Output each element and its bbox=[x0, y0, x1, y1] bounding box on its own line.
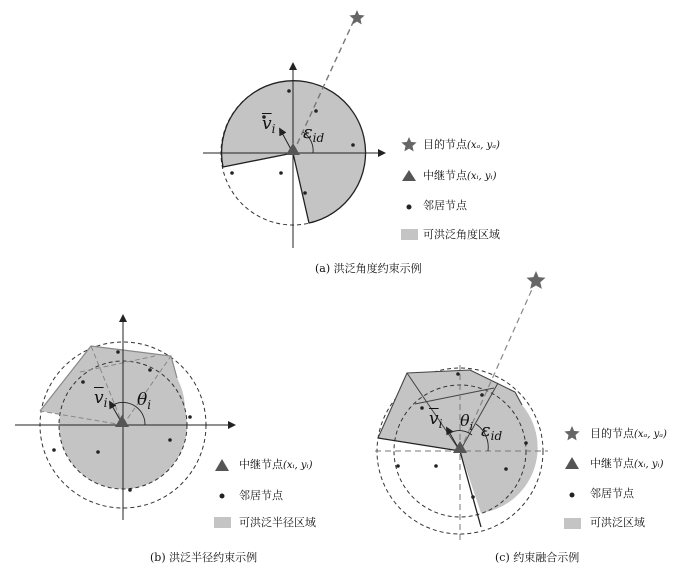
neighbor-node bbox=[188, 415, 192, 419]
legend-area-icon bbox=[214, 517, 231, 528]
neighbor-node bbox=[314, 109, 318, 113]
legend-triangle-icon bbox=[402, 170, 416, 181]
neighbor-node bbox=[230, 171, 234, 175]
neighbor-node bbox=[456, 372, 460, 376]
legend-c-symbols bbox=[564, 426, 581, 529]
diagram-b bbox=[15, 318, 232, 520]
theta-label-b: $\theta_i$ bbox=[137, 390, 152, 412]
neighbor-node bbox=[128, 488, 132, 492]
neighbor-node bbox=[81, 380, 85, 384]
legend-a-neighbor: 邻居节点 bbox=[423, 199, 467, 212]
target-star-c bbox=[527, 271, 546, 289]
neighbor-node bbox=[287, 89, 291, 93]
neighbor-node bbox=[116, 350, 120, 354]
caption-c: (c) 约束融合示例 bbox=[495, 551, 580, 564]
legend-b-symbols bbox=[214, 459, 231, 528]
legend-star-icon bbox=[401, 137, 416, 151]
legend-area-icon bbox=[401, 229, 418, 240]
neighbor-node bbox=[351, 143, 355, 147]
neighbor-node bbox=[471, 495, 475, 499]
neighbor-node bbox=[96, 450, 100, 454]
legend-dot-icon bbox=[407, 205, 412, 210]
theta-label-c: $\theta_i$ bbox=[460, 411, 474, 433]
legend-star-icon bbox=[564, 426, 579, 440]
neighbor-node bbox=[168, 438, 172, 442]
legend-triangle-icon bbox=[215, 459, 229, 471]
neighbor-node bbox=[434, 464, 438, 468]
diagram-c bbox=[375, 271, 548, 540]
velocity-label-b: $\overline{v}_i$ bbox=[94, 388, 108, 410]
neighbor-node bbox=[504, 467, 508, 471]
legend-b-relay: 中继节点(xᵢ, yᵢ) bbox=[239, 458, 313, 471]
neighbor-node bbox=[524, 441, 528, 445]
caption-b: (b) 洪泛半径约束示例 bbox=[150, 551, 258, 564]
caption-a: (a) 洪泛角度约束示例 bbox=[315, 262, 422, 275]
epsilon-label-a: $\varepsilon_{id}$ bbox=[303, 122, 325, 145]
target-star-a bbox=[349, 10, 364, 24]
neighbor-node bbox=[52, 448, 56, 452]
legend-a-flood-area: 可洪泛角度区域 bbox=[423, 228, 500, 241]
legend-a-symbols bbox=[401, 137, 418, 240]
legend-b-flood-area: 可洪泛半径区域 bbox=[239, 516, 316, 529]
neighbor-node bbox=[480, 393, 484, 397]
legend-c-neighbor: 邻居节点 bbox=[590, 487, 634, 500]
epsilon-label-c: $\varepsilon_{id}$ bbox=[481, 420, 503, 443]
legend-a-target: 目的节点(xₐ, yₐ) bbox=[423, 138, 500, 151]
diagram-a bbox=[203, 10, 382, 248]
legend-a-relay: 中继节点(xᵢ, yᵢ) bbox=[423, 169, 497, 182]
legend-area-icon bbox=[564, 518, 581, 529]
legend-c-flood-area: 可洪泛区域 bbox=[590, 516, 645, 529]
velocity-label-a: $\overline{v}_i$ bbox=[262, 114, 276, 136]
legend-c-target: 目的节点(xₐ, yₐ) bbox=[590, 427, 667, 440]
legend-dot-icon bbox=[220, 494, 225, 499]
neighbor-node bbox=[279, 171, 283, 175]
legend-c-relay: 中继节点(xᵢ, yᵢ) bbox=[590, 457, 664, 470]
neighbor-node bbox=[303, 191, 307, 195]
legend-dot-icon bbox=[570, 493, 575, 498]
legend-triangle-icon bbox=[565, 457, 579, 469]
velocity-label-c: $\overline{v}_i$ bbox=[429, 409, 443, 431]
neighbor-node bbox=[148, 368, 152, 372]
neighbor-node bbox=[420, 406, 424, 410]
legend-b-neighbor: 邻居节点 bbox=[239, 489, 283, 502]
neighbor-node bbox=[396, 464, 400, 468]
